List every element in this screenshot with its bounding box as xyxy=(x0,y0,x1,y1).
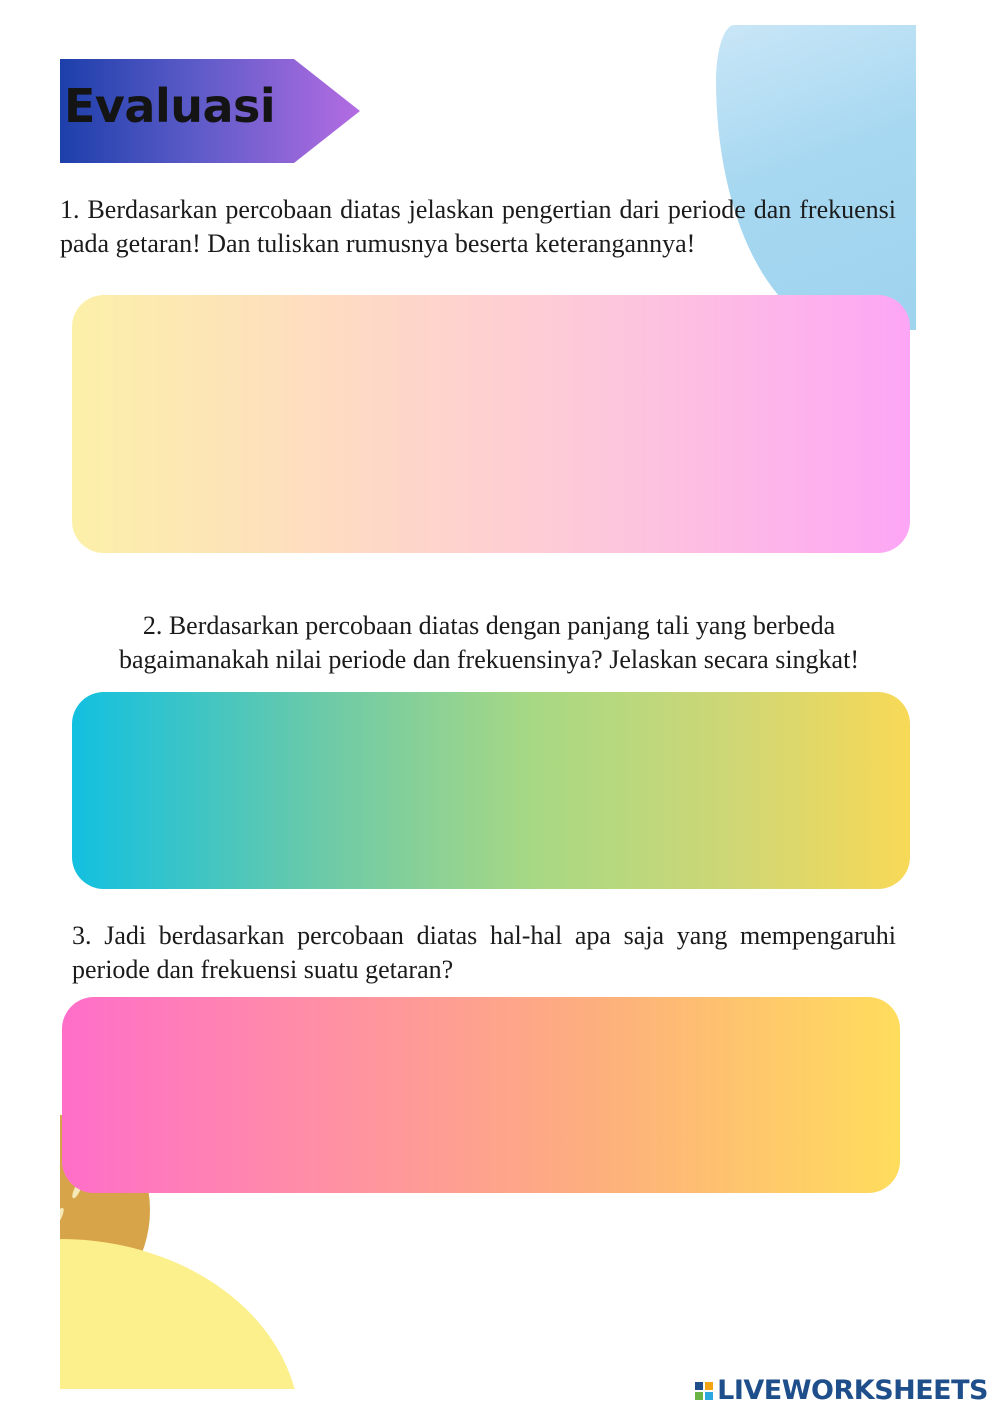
worksheet-page xyxy=(60,25,916,1389)
question-2-text: 2. Berdasarkan percobaan diatas dengan panjang tali yang berbeda bagaimanakah nilai periode dan frekuensinya? Jelaskan secara singkat! xyxy=(119,611,859,674)
page-title: Evaluasi xyxy=(64,79,276,133)
decorative-blob-top xyxy=(716,25,916,330)
answer-box-1[interactable] xyxy=(72,295,910,553)
liveworksheets-logo-icon xyxy=(695,1382,713,1400)
decorative-blob-yellow xyxy=(60,1239,300,1389)
answer-box-2[interactable] xyxy=(72,692,910,889)
answer-box-3[interactable] xyxy=(62,997,900,1193)
question-3-text: 3. Jadi berdasarkan percobaan diatas hal-hal apa saja yang mempengaruhi periode dan frekuensi suatu getaran? xyxy=(72,921,896,984)
liveworksheets-logo[interactable] xyxy=(695,1375,988,1406)
question-1-text: 1. Berdasarkan percobaan diatas jelaskan pengertian dari periode dan frekuensi pada getaran! Dan tuliskan rumusnya beserta keterangannya! xyxy=(60,195,896,258)
liveworksheets-logo-text: LIVEWORKSHEETS xyxy=(717,1375,988,1406)
